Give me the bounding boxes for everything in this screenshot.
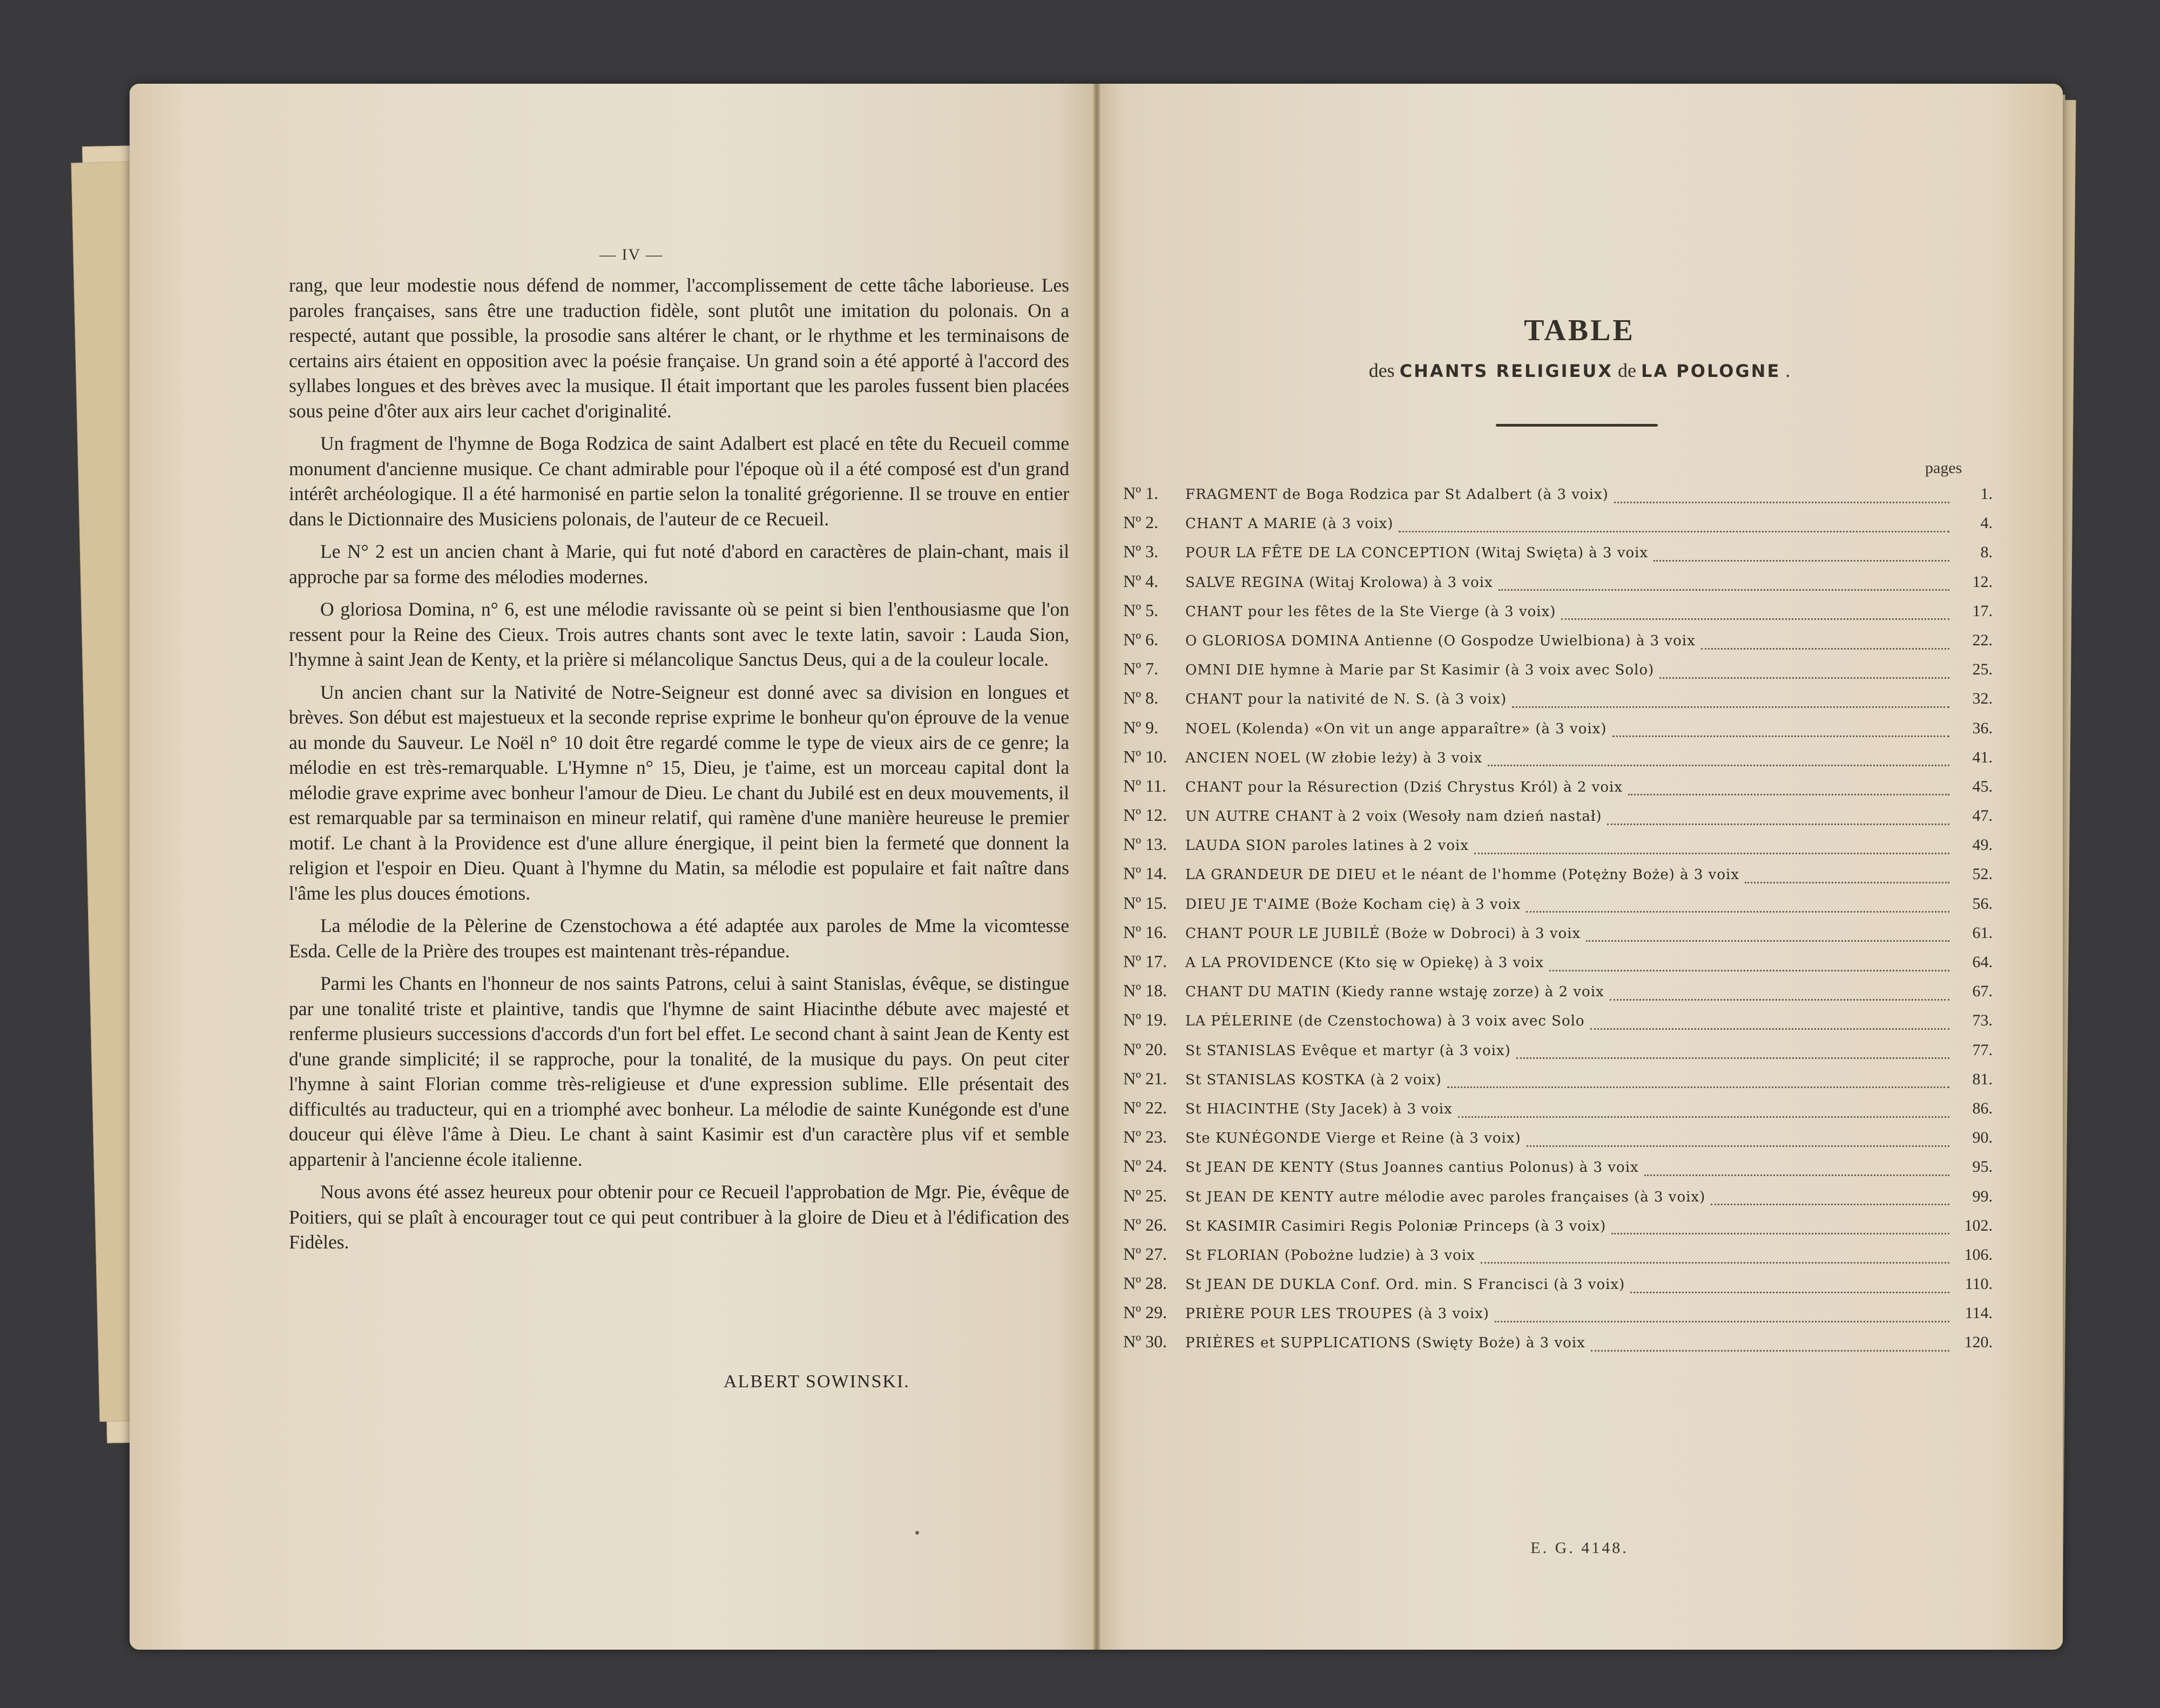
toc-entry-page: 106. bbox=[1964, 1245, 1993, 1264]
toc-entry-title: LAUDA SION paroles latines à 2 voix bbox=[1185, 838, 1469, 854]
dot-leader bbox=[1498, 589, 1949, 591]
paper-speck bbox=[915, 1531, 919, 1535]
left-page bbox=[130, 84, 1096, 1650]
toc-entry-page: 95. bbox=[1972, 1158, 1993, 1176]
toc-entry-number: Nº 1. bbox=[1123, 483, 1159, 503]
toc-entry-page: 12. bbox=[1972, 572, 1993, 591]
toc-entry bbox=[1123, 1127, 1993, 1156]
toc-entry-page: 114. bbox=[1965, 1304, 1993, 1322]
toc-entry bbox=[1123, 863, 1993, 893]
paragraph: rang, que leur modestie nous défend de nommer, l'accomplissement de cette tâche laborieuse. Les paroles françaises, sans être une traduction fidèle, sont plutôt une imitation du polonais. On a respecté, autant que possible, la prosodie sans altérer le chant, or le rhythme et les terminaisons de certains airs étaient en opposition avec la poésie française. Un grand soin a été apporté à l'accord des syllabes longues et des brèves avec la musique. Il était important que les paroles fussent bien placées sous peine d'ôter aux airs leur cachet d'originalité. bbox=[289, 274, 1069, 422]
plate-number: E. G. 4148. bbox=[1530, 1539, 1629, 1557]
toc-entry-number: Nº 11. bbox=[1123, 775, 1166, 795]
dot-leader bbox=[1488, 765, 1949, 766]
toc-entry-number: Nº 9. bbox=[1123, 717, 1159, 737]
toc-entry-number: Nº 19. bbox=[1123, 1010, 1167, 1030]
toc-entry bbox=[1123, 922, 1993, 951]
toc-entry-number: Nº 20. bbox=[1123, 1039, 1167, 1059]
toc-entry-page: 32. bbox=[1972, 690, 1993, 708]
toc-entry-title: CHANT POUR LE JUBILÉ (Boże w Dobroci) à 3 voix bbox=[1185, 925, 1581, 942]
dot-leader bbox=[1399, 531, 1949, 532]
toc-entry-title: CHANT DU MATIN (Kiedy ranne wstaję zorze) à 2 voix bbox=[1185, 984, 1604, 1001]
toc-entry-number: Nº 27. bbox=[1123, 1244, 1167, 1264]
toc-entry-title: OMNI DIE hymne à Marie par St Kasimir (à 3 voix avec Solo) bbox=[1185, 662, 1655, 679]
paragraph: La mélodie de la Pèlerine de Czenstochowa a été adaptée aux paroles de Mme la vicomtesse Esda. Celle de la Prière des troupes est maintenant très-répandue. bbox=[289, 915, 1069, 962]
toc-entry bbox=[1123, 600, 1993, 630]
toc-entry-page: 120. bbox=[1964, 1333, 1993, 1352]
toc-entry-number: Nº 29. bbox=[1123, 1302, 1167, 1322]
toc-entry bbox=[1123, 951, 1993, 981]
dot-leader bbox=[1495, 1321, 1949, 1322]
toc-entry-number: Nº 15. bbox=[1123, 893, 1167, 913]
dot-leader bbox=[1745, 882, 1949, 883]
dot-leader bbox=[1612, 735, 1950, 737]
toc-entry bbox=[1123, 1302, 1993, 1332]
paragraph: Parmi les Chants en l'honneur de nos saints Patrons, celui à saint Stanislas, évêque, se distingue par une tonalité triste et plaintive, tandis que l'hymne de saint Hiacinthe débute avec majesté et renferme plusieurs successions d'accords d'un fort bel effet. Le second chant à saint Jean de Kenty est d'une grande simplicité; il se rapproche, pour la tonalité, de la musique du pays. On peut citer l'hymne à saint Florian comme très-religieuse et d'une expression sublime. Elle présentait des difficultés au traducteur, qui en a triomphé avec bonheur. La mélodie de sainte Kunégonde est d'une douceur qui élève l'âme à Dieu. Le chant à saint Kasimir est d'un caractère plus vif et semble appartenir à l'ancienne école italienne. bbox=[289, 973, 1069, 1170]
toc-entry-title: CHANT pour la Résurection (Dziś Chrystus Król) à 2 voix bbox=[1185, 779, 1623, 795]
toc-entry-page: 47. bbox=[1972, 807, 1993, 825]
dot-leader bbox=[1628, 794, 1949, 795]
toc-entry-title: NOEL (Kolenda) «On vit un ange apparaître» (à 3 voix) bbox=[1185, 720, 1607, 737]
toc-entry-title: CHANT A MARIE (à 3 voix) bbox=[1185, 516, 1394, 532]
toc-entry bbox=[1123, 893, 1993, 922]
toc-entry-number: Nº 8. bbox=[1123, 688, 1159, 708]
dot-leader bbox=[1516, 1057, 1949, 1059]
dot-leader bbox=[1653, 560, 1949, 562]
dot-leader bbox=[1614, 502, 1949, 503]
toc-entry bbox=[1123, 747, 1993, 776]
toc-entry-title: St JEAN DE KENTY autre mélodie avec paroles françaises (à 3 voix) bbox=[1185, 1189, 1706, 1205]
toc-entry-title: LA PÉLERINE (de Czenstochowa) à 3 voix avec Solo bbox=[1185, 1013, 1585, 1030]
toc-entry bbox=[1123, 981, 1993, 1010]
toc-entry bbox=[1123, 688, 1993, 717]
toc-entry-title: A LA PROVIDENCE (Kto się w Opiekę) à 3 voix bbox=[1185, 955, 1544, 971]
toc-entry-page: 73. bbox=[1972, 1011, 1993, 1030]
subtitle-text: . bbox=[1780, 360, 1791, 381]
toc-entry-number: Nº 12. bbox=[1123, 805, 1167, 825]
toc-entry-number: Nº 5. bbox=[1123, 600, 1159, 620]
pages-column-label: pages bbox=[1925, 459, 1962, 477]
toc-entry-number: Nº 26. bbox=[1123, 1214, 1167, 1234]
toc-entry-page: 22. bbox=[1972, 631, 1993, 649]
toc-entry-page: 90. bbox=[1972, 1129, 1993, 1147]
toc-entry-page: 1. bbox=[1980, 485, 1993, 503]
toc-entry-page: 64. bbox=[1972, 953, 1993, 971]
dot-leader bbox=[1590, 1028, 1949, 1030]
paragraph: Le N° 2 est un ancien chant à Marie, qui fut noté d'abord en caractères de plain-chant, mais il approche par sa forme des mélodies modernes. bbox=[289, 541, 1069, 588]
toc-entry bbox=[1123, 1069, 1993, 1098]
dot-leader bbox=[1458, 1116, 1949, 1118]
toc-entry-number: Nº 30. bbox=[1123, 1332, 1167, 1352]
toc-entry-title: PRIÈRES et SUPPLICATIONS (Swięty Boże) à 3 voix bbox=[1185, 1335, 1585, 1352]
toc-entry-number: Nº 6. bbox=[1123, 629, 1159, 649]
toc-entry-title: St KASIMIR Casimiri Regis Poloniæ Princeps (à 3 voix) bbox=[1185, 1218, 1606, 1234]
toc-entry-number: Nº 18. bbox=[1123, 981, 1167, 1001]
toc-entry-page: 61. bbox=[1972, 923, 1993, 942]
toc-entry-number: Nº 23. bbox=[1123, 1127, 1167, 1147]
toc-entry-title: St STANISLAS KOSTKA (à 2 voix) bbox=[1185, 1071, 1442, 1088]
toc-entry-title: St JEAN DE KENTY (Stus Joannes cantius Polonus) à 3 voix bbox=[1185, 1159, 1639, 1176]
page-folio: — IV — bbox=[599, 246, 664, 264]
dot-leader bbox=[1644, 1174, 1949, 1176]
toc-entry-page: 81. bbox=[1972, 1070, 1993, 1088]
toc-entry bbox=[1123, 483, 1993, 512]
dot-leader bbox=[1527, 1145, 1949, 1147]
toc-entry-title: St HIACINTHE (Sty Jacek) à 3 voix bbox=[1185, 1101, 1453, 1117]
toc-entry bbox=[1123, 1273, 1993, 1302]
dot-leader bbox=[1659, 677, 1949, 679]
toc-entry-number: Nº 14. bbox=[1123, 863, 1167, 883]
dot-leader bbox=[1561, 618, 1949, 620]
toc-entry-number: Nº 4. bbox=[1123, 571, 1159, 591]
toc-entry bbox=[1123, 805, 1993, 834]
toc-entry-title: CHANT pour les fêtes de la Ste Vierge (à 3 voix) bbox=[1185, 603, 1556, 620]
toc-entry bbox=[1123, 630, 1993, 659]
toc-entry-number: Nº 3. bbox=[1123, 542, 1159, 562]
book-gutter bbox=[1094, 84, 1100, 1650]
toc-entry-number: Nº 16. bbox=[1123, 922, 1167, 942]
toc-entry-title: UN AUTRE CHANT à 2 voix (Wesoły nam dzień nastał) bbox=[1185, 808, 1602, 825]
toc-entry-number: Nº 28. bbox=[1123, 1273, 1167, 1293]
dot-leader bbox=[1481, 1262, 1949, 1264]
toc-entry-page: 36. bbox=[1972, 719, 1993, 737]
preface-text bbox=[289, 273, 1069, 1263]
dot-leader bbox=[1549, 970, 1949, 971]
ornamental-rule bbox=[1496, 424, 1658, 427]
toc-entry-title: LA GRANDEUR DE DIEU et le néant de l'homme (Potężny Boże) à 3 voix bbox=[1185, 867, 1740, 883]
toc-entry-title: PRIÈRE POUR LES TROUPES (à 3 voix) bbox=[1185, 1306, 1489, 1322]
toc-entry bbox=[1123, 1244, 1993, 1273]
dot-leader bbox=[1447, 1086, 1949, 1088]
toc-entry bbox=[1123, 512, 1993, 542]
toc-entry-title: CHANT pour la nativité de N. S. (à 3 voix) bbox=[1185, 691, 1507, 708]
toc-entry-number: Nº 25. bbox=[1123, 1185, 1167, 1205]
toc-entry-page: 25. bbox=[1972, 660, 1993, 679]
toc-entry-page: 49. bbox=[1972, 836, 1993, 854]
toc-entry-page: 86. bbox=[1972, 1099, 1993, 1117]
toc-entry bbox=[1123, 1039, 1993, 1069]
toc-entry-title: DIEU JE T'AIME (Boże Kocham cię) à 3 voix bbox=[1185, 896, 1521, 913]
toc-entry-title: ANCIEN NOEL (W złobie leży) à 3 voix bbox=[1185, 750, 1483, 766]
toc-entry-title: St STANISLAS Evêque et martyr (à 3 voix) bbox=[1185, 1042, 1511, 1059]
toc-entry bbox=[1123, 834, 1993, 863]
toc-entry bbox=[1123, 1156, 1993, 1185]
toc-entry bbox=[1123, 1010, 1993, 1039]
paragraph: O gloriosa Domina, n° 6, est une mélodie ravissante où se peint si bien l'enthousiasme que l'on ressent pour la Reine des Cieux. Trois autres chants sont avec le texte latin, savoir : Lauda Sion, l'hymne à saint Jean de Kenty, et la prière si mélancolique Sanctus Deus, qui a de la couleur locale. bbox=[289, 598, 1069, 670]
toc-entry bbox=[1123, 776, 1993, 805]
subtitle-emphasis: CHANTS RELIGIEUX bbox=[1399, 361, 1613, 381]
toc-entry-page: 56. bbox=[1972, 894, 1993, 913]
toc-entry-page: 52. bbox=[1972, 865, 1993, 883]
subtitle-text: de bbox=[1613, 360, 1641, 381]
toc-entry-page: 102. bbox=[1964, 1216, 1993, 1234]
dot-leader bbox=[1591, 1350, 1949, 1352]
toc-entry-title: O GLORIOSA DOMINA Antienne (O Gospodze Uwielbiona) à 3 voix bbox=[1185, 632, 1696, 649]
paragraph: Un fragment de l'hymne de Boga Rodzica de saint Adalbert est placé en tête du Recueil comme monument d'ancienne musique. Ce chant admirable pour l'époque où il a été composé est d'un grand intérêt archéologique. Il a été harmonisé en partie selon la tonalité grégorienne. Il se trouve en entier dans le Dictionnaire des Musiciens polonais, de l'auteur de ce Recueil. bbox=[289, 433, 1069, 530]
toc-entry bbox=[1123, 1332, 1993, 1361]
dot-leader bbox=[1711, 1204, 1949, 1205]
toc-entry-number: Nº 13. bbox=[1123, 834, 1167, 854]
toc-entry-page: 77. bbox=[1972, 1041, 1993, 1059]
toc-entry-page: 45. bbox=[1972, 777, 1993, 795]
right-page bbox=[1096, 84, 2063, 1650]
open-book bbox=[130, 84, 2063, 1650]
paragraph: Nous avons été assez heureux pour obtenir pour ce Recueil l'approbation de Mgr. Pie, évêque de Poitiers, qui se plaît à encourager tout ce qui peut contribuer à la gloire de Dieu et à l'édification des Fidèles. bbox=[289, 1181, 1069, 1253]
toc-entry bbox=[1123, 542, 1993, 571]
dot-leader bbox=[1474, 853, 1949, 854]
toc-entry bbox=[1123, 571, 1993, 600]
toc-entry-title: Ste KUNÉGONDE Vierge et Reine (à 3 voix) bbox=[1185, 1130, 1521, 1147]
toc-entry-page: 17. bbox=[1972, 602, 1993, 620]
toc-title: TABLE bbox=[1524, 314, 1635, 347]
toc-subtitle bbox=[1096, 359, 2063, 382]
toc-entry-page: 110. bbox=[1965, 1275, 1993, 1293]
toc-list bbox=[1123, 483, 1993, 1361]
dot-leader bbox=[1586, 940, 1949, 942]
toc-entry-title: FRAGMENT de Boga Rodzica par St Adalbert (à 3 voix) bbox=[1185, 487, 1609, 503]
subtitle-text: des bbox=[1368, 360, 1400, 381]
dot-leader bbox=[1610, 999, 1949, 1001]
toc-entry-page: 8. bbox=[1980, 543, 1993, 562]
toc-entry-page: 67. bbox=[1972, 982, 1993, 1001]
toc-entry bbox=[1123, 718, 1993, 747]
toc-entry-number: Nº 2. bbox=[1123, 512, 1159, 532]
toc-entry bbox=[1123, 659, 1993, 688]
paragraph: Un ancien chant sur la Nativité de Notre-Seigneur est donné avec sa division en longues et brèves. Son début est majestueux et la seconde reprise exprime le bonheur qu'on éprouve de la venue au monde du Sauveur. Le Noël n° 10 doit être regardé comme le type de vieux airs de ce genre; la mélodie en est très-remarquable. L'Hymne n° 15, Dieu, je t'aime, est un morceau capital dont la mélodie grave exprime avec bonheur l'amour de Dieu. Le chant du Jubilé est en deux mouvements, il est remarquable par sa terminaison en mineur relatif, qui ramène d'une manière heureuse le premier motif. Le chant à la Providence est d'une allure énergique, il peint bien la fermeté que donnent la religion et l'espoir en Dieu. Quant à l'hymne du Matin, sa mélodie est populaire et fait naître dans l'âme les plus douces émotions. bbox=[289, 681, 1069, 904]
toc-entry bbox=[1123, 1098, 1993, 1127]
toc-entry-number: Nº 24. bbox=[1123, 1156, 1167, 1176]
author-signature: ALBERT SOWINSKI. bbox=[724, 1372, 910, 1392]
dot-leader bbox=[1611, 1233, 1949, 1234]
toc-entry-title: SALVE REGINA (Witaj Krolowa) à 3 voix bbox=[1185, 574, 1493, 591]
toc-entry-number: Nº 7. bbox=[1123, 659, 1159, 679]
toc-entry-title: POUR LA FÊTE DE LA CONCEPTION (Witaj Swięta) à 3 voix bbox=[1185, 545, 1649, 562]
toc-entry-number: Nº 22. bbox=[1123, 1097, 1167, 1117]
subtitle-emphasis: LA POLOGNE bbox=[1641, 361, 1781, 381]
toc-entry bbox=[1123, 1186, 1993, 1215]
toc-entry-page: 4. bbox=[1980, 514, 1993, 532]
toc-entry-page: 99. bbox=[1972, 1187, 1993, 1205]
toc-entry-page: 41. bbox=[1972, 748, 1993, 766]
toc-entry-number: Nº 10. bbox=[1123, 746, 1167, 766]
dot-leader bbox=[1526, 911, 1949, 913]
dot-leader bbox=[1607, 823, 1949, 825]
toc-entry bbox=[1123, 1215, 1993, 1244]
dot-leader bbox=[1701, 648, 1949, 650]
dot-leader bbox=[1512, 706, 1949, 708]
toc-entry-number: Nº 17. bbox=[1123, 951, 1167, 971]
toc-entry-title: St FLORIAN (Pobożne ludzie) à 3 voix bbox=[1185, 1247, 1475, 1264]
toc-entry-title: St JEAN DE DUKLA Conf. Ord. min. S Francisci (à 3 voix) bbox=[1185, 1277, 1625, 1293]
dot-leader bbox=[1630, 1292, 1949, 1293]
toc-entry-number: Nº 21. bbox=[1123, 1068, 1167, 1088]
